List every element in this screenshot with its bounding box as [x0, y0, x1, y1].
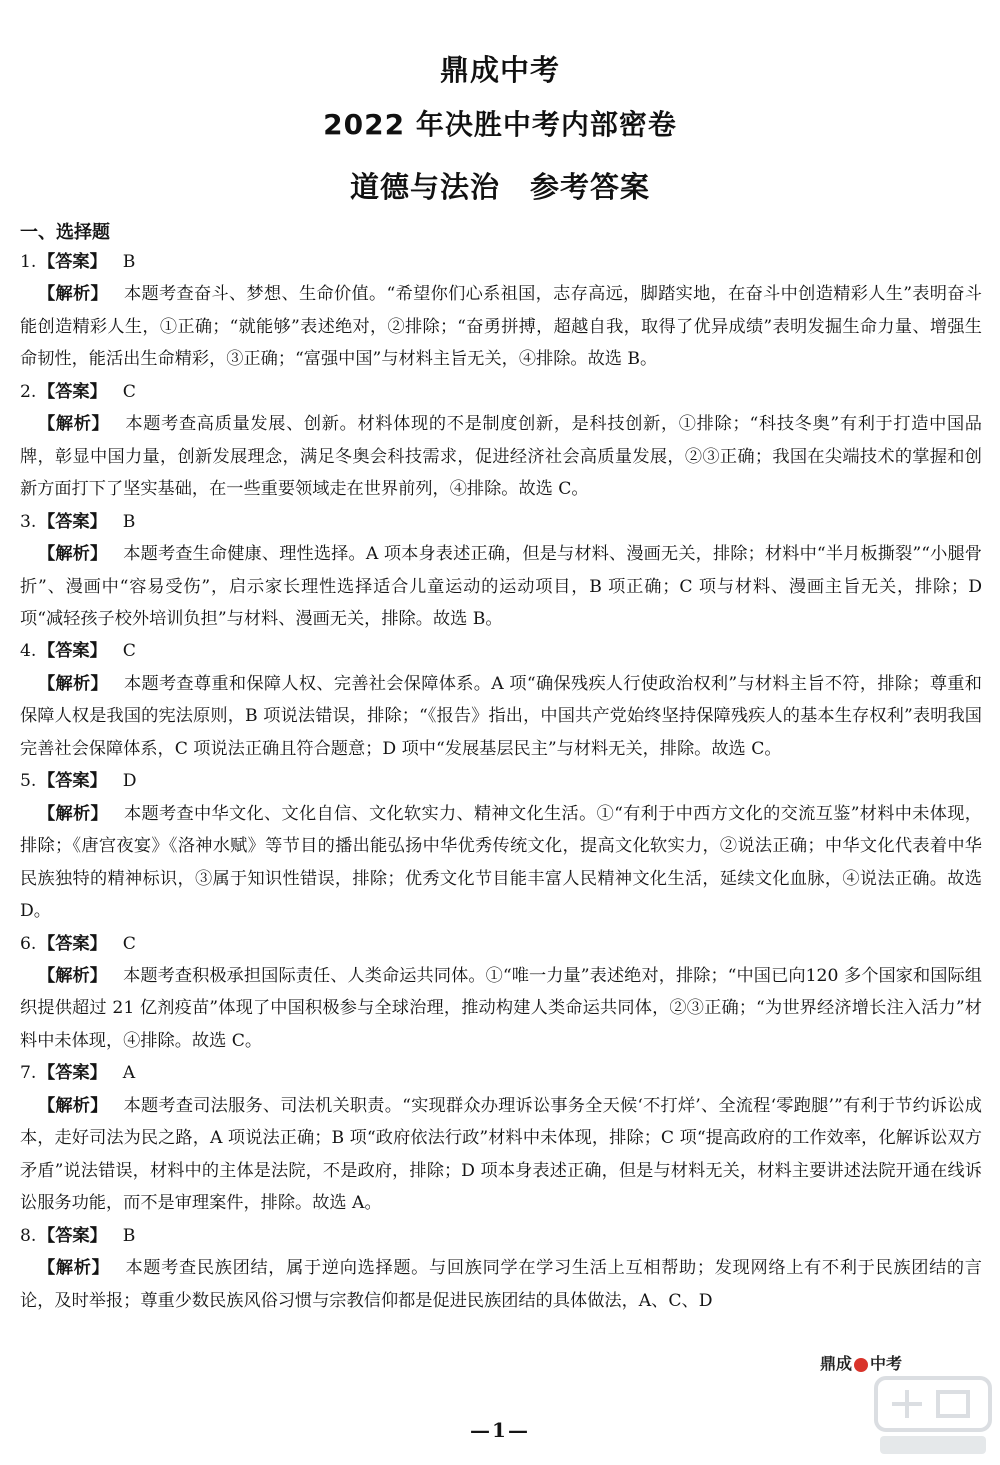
- analysis-text: 本题考查积极承担国际责任、人类命运共同体。①“唯一力量”表述绝对，排除；“中国已向120 多个国家和国际组织提供超过 21 亿剂疫苗”体现了中国积极参与全球治理，推动构建人类命运共同体，②③正确；“为世界经济增长注入活力”材料中未体现，④排除。故选 C。: [20, 965, 982, 1051]
- answer-label: 【答案】: [38, 771, 107, 792]
- answer-label: 【答案】: [38, 511, 107, 532]
- answer-line: [20, 928, 982, 960]
- brand-stamp-left: 鼎成: [820, 1354, 853, 1373]
- answer-value: C: [122, 933, 136, 954]
- analysis-label: 【解析】: [38, 1095, 108, 1116]
- question-item: [20, 765, 982, 927]
- brand-logo-icon: [854, 1358, 868, 1372]
- answer-value: D: [122, 771, 137, 792]
- analysis-text: 本题考查尊重和保障人权、完善社会保障体系。A 项“确保残疾人行使政治权利”与材料主旨不符，排除；尊重和保障人权是我国的宪法原则，B 项说法错误，排除；“《报告》指出，中国共产党始终坚持保障残疾人的基本生存权利”表明我国完善社会保障体系，C 项说法正确且符合题意；D 项中“发展基层民主”与材料无关，排除。故选 C。: [20, 673, 982, 759]
- answer-line: [20, 765, 982, 797]
- analysis-paragraph: [20, 408, 982, 505]
- analysis-label: 【解析】: [38, 965, 108, 986]
- answer-label: 【答案】: [38, 1063, 107, 1084]
- analysis-paragraph: [20, 278, 982, 375]
- section-heading: 一、选择题: [20, 222, 110, 243]
- analysis-paragraph: [20, 1252, 982, 1317]
- answer-label: 【答案】: [38, 933, 107, 954]
- subject-title: 道德与法治 参考答案: [349, 170, 650, 204]
- question-item: [20, 246, 982, 376]
- analysis-text: 本题考查中华文化、文化自信、文化软实力、精神文化生活。①“有利于中西方文化的交流互鉴”材料中未体现，排除；《唐宫夜宴》《洛神水赋》等节目的播出能弘扬中华优秀传统文化，提高文化软实力，②说法正确；中华文化代表着中华民族独特的精神标识，③属于知识性错误，排除；优秀文化节目能丰富人民精神文化生活，延续文化血脉，④说法正确。故选 D。: [20, 803, 982, 922]
- answer-value: C: [122, 641, 136, 662]
- answer-value: A: [122, 1063, 136, 1084]
- analysis-text: 本题考查生命健康、理性选择。A 项本身表述正确，但是与材料、漫画无关，排除；材料中“半月板撕裂”“小腿骨折”、漫画中“容易受伤”，启示家长理性选择适合儿童运动的运动项目，B 项正确；C 项与材料、漫画主旨无关，排除；D 项“减轻孩子校外培训负担”与材料、漫画无关，排除。故选 B。: [20, 544, 982, 629]
- answer-value: B: [122, 252, 136, 272]
- question-number: 7.: [20, 1063, 37, 1084]
- analysis-paragraph: [20, 538, 982, 635]
- answer-line: [20, 376, 982, 408]
- analysis-label: 【解析】: [38, 673, 108, 694]
- answer-line: [20, 246, 982, 278]
- answer-line: [20, 1057, 982, 1089]
- question-item: [20, 1220, 982, 1317]
- analysis-text: 本题考查高质量发展、创新。材料体现的不是制度创新，是科技创新，①排除；“科技冬奥”有利于打造中国品牌，彰显中国力量，创新发展理念，满足冬奥会科技需求，促进经济社会高质量发展，②③正确；我国在尖端技术的掌握和创新方面打下了坚实基础，在一些重要领域走在世界前列，④排除。故选 C。: [20, 414, 982, 500]
- answer-line: [20, 506, 982, 538]
- question-item: [20, 1057, 982, 1219]
- analysis-paragraph: [20, 668, 982, 765]
- analysis-paragraph: [20, 960, 982, 1057]
- answer-value: B: [122, 1225, 136, 1246]
- answer-label: 【答案】: [38, 252, 107, 272]
- question-number: 5.: [20, 771, 37, 792]
- analysis-label: 【解析】: [38, 1258, 110, 1279]
- analysis-text: 本题考查奋斗、梦想、生命价值。“希望你们心系祖国，志存高远，脚踏实地，在奋斗中创造精彩人生”表明奋斗能创造精彩人生，①正确；“就能够”表述绝对，②排除；“奋勇拼搏，超越自我，取得了优异成绩”表明发掘生命力量、增强生命韧性，能活出生命精彩，③正确；“富强中国”与材料主旨无关，④排除。故选 B。: [20, 284, 982, 370]
- analysis-text: 本题考查民族团结，属于逆向选择题。与回族同学在学习生活上互相帮助；发现网络上有不利于民族团结的言论，及时举报；尊重少数民族风俗习惯与宗教信仰都是促进民族团结的具体做法，A、C、D: [20, 1258, 982, 1311]
- analysis-label: 【解析】: [38, 803, 109, 824]
- analysis-paragraph: [20, 1090, 982, 1220]
- analysis-text: 本题考查司法服务、司法机关职责。“实现群众办理诉讼事务全天候‘不打烊’、全流程‘零跑腿’”有利于节约诉讼成本，走好司法为民之路，A 项说法正确；B 项“政府依法行政”材料中未体现，排除；C 项“提高政府的工作效率，化解诉讼双方矛盾”说法错误，材料中的主体是法院，不是政府，排除；D 项本身表述正确，但是与材料无关，材料主要讲述法院开通在线诉讼服务功能，而不是审理案件，排除。故选 A。: [20, 1095, 982, 1214]
- analysis-label: 【解析】: [38, 544, 108, 565]
- analysis-label: 【解析】: [38, 414, 110, 435]
- question-number: 4.: [20, 641, 37, 662]
- brand-title: 鼎成中考: [439, 53, 560, 87]
- question-item: [20, 376, 982, 506]
- exam-title: 2022 年决胜中考内部密卷: [323, 108, 677, 141]
- answer-label: 【答案】: [38, 1225, 107, 1246]
- brand-stamp-right: 中考: [870, 1354, 903, 1373]
- question-number: 2.: [20, 381, 37, 402]
- question-item: [20, 928, 982, 1058]
- question-item: [20, 635, 982, 765]
- analysis-paragraph: [20, 798, 982, 928]
- answer-line: [20, 1220, 982, 1252]
- question-number: 6.: [20, 933, 37, 954]
- answer-line: [20, 635, 982, 667]
- answer-value: C: [122, 381, 136, 402]
- question-number: 8.: [20, 1225, 37, 1246]
- watermark-logo-icon: [872, 1370, 994, 1460]
- question-number: 1.: [20, 252, 37, 272]
- analysis-label: 【解析】: [38, 284, 109, 305]
- answer-label: 【答案】: [38, 641, 107, 662]
- page-number: —1—: [470, 1418, 530, 1442]
- question-item: [20, 506, 982, 636]
- answer-label: 【答案】: [38, 381, 107, 402]
- question-list: [20, 246, 982, 1317]
- answer-value: B: [122, 511, 136, 532]
- question-number: 3.: [20, 511, 37, 532]
